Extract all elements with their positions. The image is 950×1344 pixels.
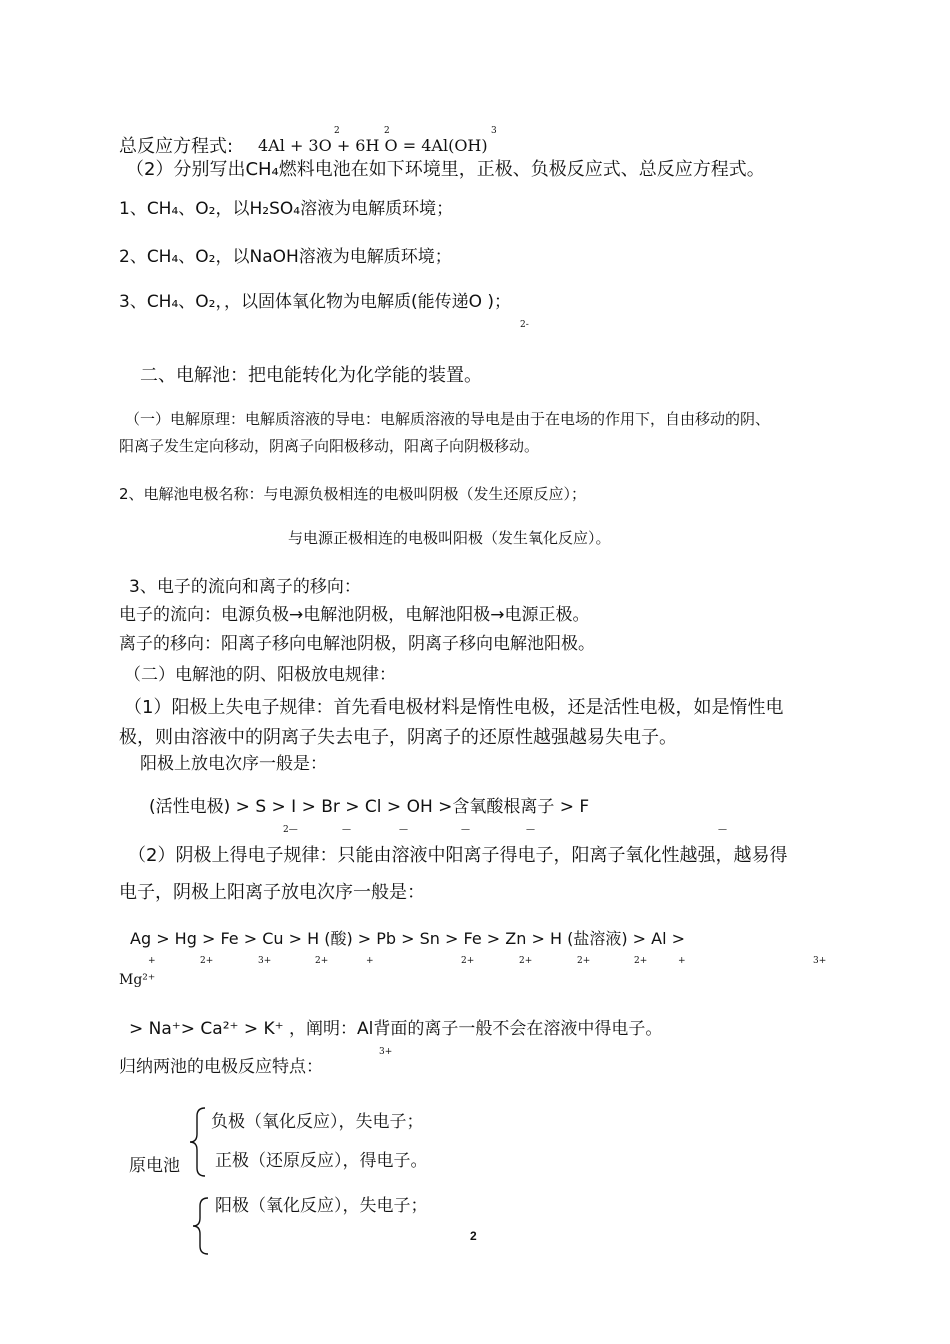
cathode-rule-line-2: 电子，阴极上阳离子放电次序一般是： — [119, 882, 425, 903]
ion-charge: + — [678, 956, 686, 966]
page-number: 2 — [470, 1229, 477, 1243]
ion-charge: + — [366, 956, 374, 966]
ion-charge: — — [399, 825, 408, 835]
ion-charge: + — [148, 956, 156, 966]
ion-charge: 3+ — [258, 956, 272, 966]
ion-migration: 离子的移向：阳离子移向电解池阴极，阴离子移向电解池阳极。 — [119, 634, 595, 654]
left-brace-icon — [190, 1196, 212, 1256]
ion-charge: 2+ — [200, 956, 214, 966]
cathode-order-tail: > Na⁺> Ca²⁺ > K⁺ ，阐明：Al背面的离子一般不会在溶液中得电子。 — [129, 1019, 663, 1039]
electron-flow: 电子的流向：电源负极→电解池阴极，电解池阳极→电源正极。 — [119, 605, 590, 625]
electrode-names-line-2: 与电源正极相连的电极叫阳极（发生氧化反应）。 — [288, 529, 611, 547]
ion-charge: 2+ — [634, 956, 648, 966]
left-brace-icon — [187, 1106, 209, 1178]
ion-charge: — — [718, 825, 727, 835]
ion-charge: — — [526, 825, 535, 835]
ion-charge: 2+ — [315, 956, 329, 966]
ion-charge: 3+ — [379, 1047, 393, 1057]
ion-charge: 2+ — [519, 956, 533, 966]
section-2-title: 二、电解池：把电能转化为化学能的装置。 — [140, 365, 482, 386]
electrode-names-line-1: 2、电解池电极名称：与电源负极相连的电极叫阴极（发生还原反应）； — [119, 485, 587, 503]
anode-order-intro: 阳极上放电次序一般是： — [140, 754, 327, 774]
question-2-item-3: 3、CH₄、O₂，，以固体氧化物为电解质(能传递O )； — [119, 292, 512, 312]
ion-charge: 2+ — [461, 956, 475, 966]
ion-charge: — — [342, 825, 351, 835]
question-2-item-2: 2、CH₄、O₂，以NaOH溶液为电解质环境； — [119, 247, 452, 267]
equation-subscript: 2 — [334, 126, 340, 136]
equation-label: 总反应方程式: — [119, 136, 234, 157]
discharge-rules-title: （二）电解池的阴、阳极放电规律： — [124, 665, 396, 685]
primary-cell-label: 原电池 — [129, 1156, 180, 1176]
question-2-item-1: 1、CH₄、O₂，以H₂SO₄溶液为电解质环境； — [119, 199, 454, 219]
flow-title: 3、电子的流向和离子的移向： — [129, 577, 361, 597]
charge-superscript: 2- — [520, 320, 529, 330]
cathode-rule-line-1: （2）阴极上得电子规律：只能由溶液中阳离子得电子，阳离子氧化性越强，越易得 — [128, 845, 788, 866]
principle-line-2: 阳离子发生定向移动，阴离子向阳极移动，阳离子向阴极移动。 — [119, 437, 540, 455]
cathode-discharge-order: Ag > Hg > Fe > Cu > H (酸) > Pb > Sn > Fe > Zn > H (盐溶液) > Al > — [130, 929, 686, 948]
cathode-order-mg: Mg²⁺ — [119, 972, 156, 988]
primary-cell-positive: 正极（还原反应），得电子。 — [215, 1151, 428, 1171]
anode-rule-line-1: （1）阳极上失电子规律：首先看电极材料是惰性电极，还是活性电极，如是惰性电 — [124, 697, 784, 718]
question-2: （2）分别写出CH₄燃料电池在如下环境里，正极、负极反应式、总反应方程式。 — [126, 159, 765, 180]
primary-cell-negative: 负极（氧化反应），失电子； — [211, 1112, 424, 1132]
anode-discharge-order: (活性电极) > S > I > Br > Cl > OH >含氧酸根离子 > F — [149, 797, 590, 817]
ion-charge: 2— — [283, 825, 298, 835]
principle-line-1: （一）电解原理：电解质溶液的导电：电解质溶液的导电是由于在电场的作用下，自由移动的阴、 — [125, 410, 771, 428]
equation-subscript: 2 — [384, 126, 390, 136]
ion-charge: 2+ — [577, 956, 591, 966]
ion-charge: 3+ — [813, 956, 827, 966]
equation-subscript: 3 — [491, 126, 497, 136]
ion-charge: — — [461, 825, 470, 835]
electrolytic-cell-anode: 阳极（氧化反应），失电子； — [215, 1196, 428, 1216]
summary-title: 归纳两池的电极反应特点： — [119, 1057, 323, 1077]
anode-rule-line-2: 极，则由溶液中的阴离子失去电子，阴离子的还原性越强越易失电子。 — [119, 727, 677, 748]
equation-formula: 4Al + 3O + 6H O = 4Al(OH) — [258, 136, 488, 155]
